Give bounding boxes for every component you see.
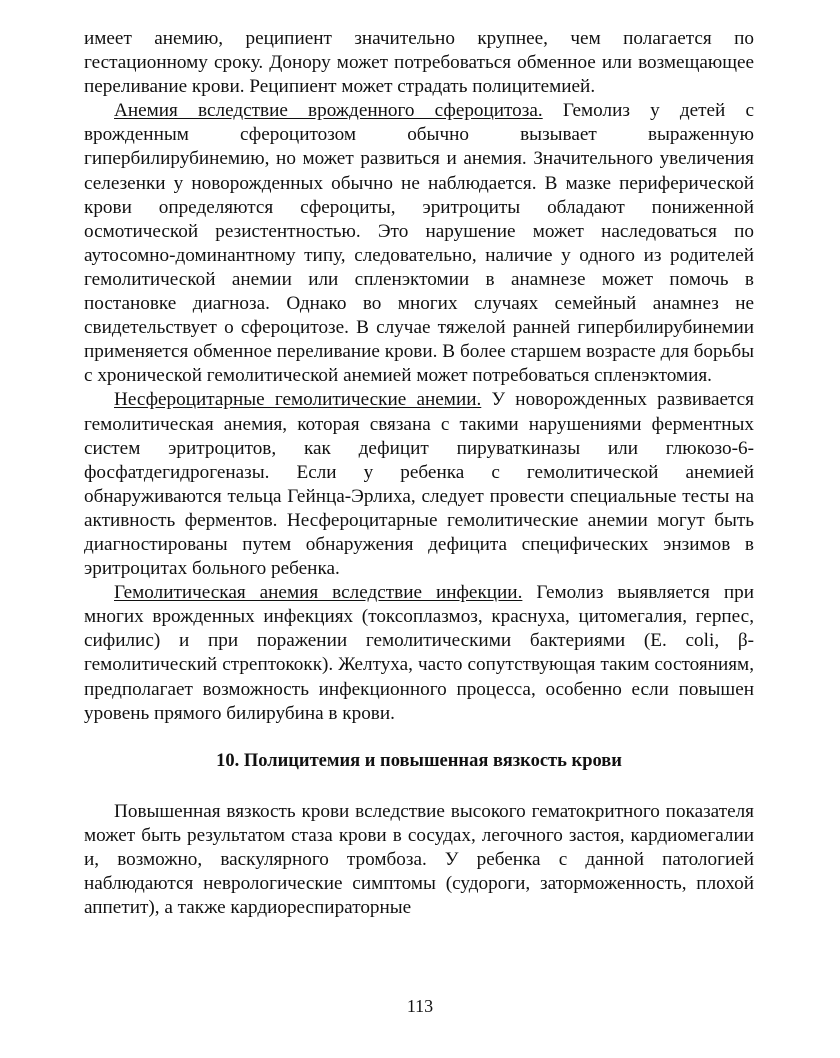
paragraph-text: Гемолиз выявляется при многих врожденных инфекциях (токсоплазмоз, краснуха, цитомегалия, герпес, сифилис) и при поражении гемолитическими бактериями (E. coli, β-гемолитический стрептококк). Желтуха, часто сопутствующая таким состояниям, предполагает возможность инфекционного процесса, особенно если повышен уровень прямого билирубина в крови. (84, 582, 754, 724)
paragraph-spherocytosis (84, 99, 754, 388)
section-title: 10. Полицитемия и повышенная вязкость крови (216, 750, 622, 771)
paragraph-heading: Гемолитическая анемия вследствие инфекции. (114, 582, 523, 604)
paragraph-heading: Несфероцитарные гемолитические анемии. (114, 389, 482, 411)
paragraph-polycythemia: Повышенная вязкость крови вследствие высокого гематокритного показателя может быть результатом стаза крови в сосудах, легочного застоя, кардиомегалии и, возможно, васкулярного тромбоза. У ребенка с данной патологией наблюдаются неврологические симптомы (судороги, заторможенность, плохой аппетит), а также кардиореспираторные (84, 800, 754, 919)
paragraph-nonspherocytic (84, 388, 754, 581)
paragraph-heading: Анемия вследствие врожденного сфероцитоза. (114, 100, 543, 122)
paragraph-continuation: имеет анемию, реципиент значительно крупнее, чем полагается по гестационному сроку. Донору может потребоваться обменное или возмещающее переливание крови. Реципиент может страдать полицитемией. (84, 28, 754, 98)
paragraph-text: Гемолиз у детей с врожденным сфероцитозом обычно вызывает выраженную гипербилирубинемию, но может развиться и анемия. Значительного увеличения селезенки у новорожденных обычно не наблюдается. В мазке периферической крови определяются сфероциты, эритроциты обладают пониженной осмотической резистентностью. Это нарушение может наследоваться по аутосомно-доминантному типу, следовательно, наличие у одного из родителей гемолитической анемии или спленэктомии в анамнезе может помочь в постановке диагноза. Однако во многих случаях семейный анамнез не свидетельствует о сфероцитозе. В случае тяжелой ранней гипербилирубинемии применяется обменное переливание крови. В более старшем возрасте для борьбы с хронической гемолитической анемией может потребоваться спленэктомия. (84, 100, 754, 387)
paragraph-text: У новорожденных развивается гемолитическая анемия, которая связана с такими нарушениями ферментных систем эритроцитов, как дефицит пируваткиназы или глюкозо-6-фосфатдегидрогеназы. Если у ребенка с гемолитической анемией обнаруживаются тельца Гейнца-Эрлиха, следует провести специальные тесты на активность ферментов. Несфероцитарные гемолитические анемии могут быть диагностированы путем обнаружения дефицита специфических энзимов в эритроцитах больного ребенка. (84, 389, 754, 580)
paragraph-infection (84, 581, 754, 726)
page-body (84, 27, 754, 920)
page-number: 113 (406, 996, 434, 1016)
